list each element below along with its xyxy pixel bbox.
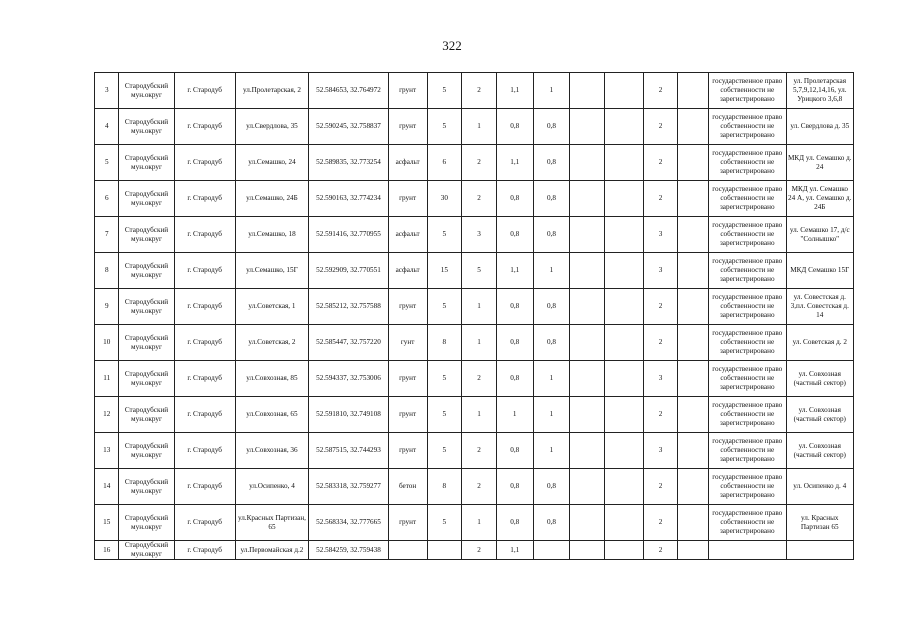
extra-cell-c bbox=[678, 109, 709, 145]
surface-cell: грунт bbox=[388, 397, 427, 433]
city-cell: г. Стародуб bbox=[174, 505, 235, 541]
other-volume-cell: 1 bbox=[533, 253, 570, 289]
notes-cell: ул. Красных Партизан 65 bbox=[786, 505, 853, 541]
extra-cell-a bbox=[570, 469, 605, 505]
district-cell: Стародубский мун.округ bbox=[119, 109, 174, 145]
ownership-cell: государственное право собственности не зарегистрировано bbox=[709, 505, 787, 541]
area-cell: 30 bbox=[427, 181, 462, 217]
frequency-cell: 3 bbox=[643, 361, 678, 397]
area-cell: 5 bbox=[427, 433, 462, 469]
other-volume-cell: 1 bbox=[533, 433, 570, 469]
notes-cell: ул. Совхозная (частный сектор) bbox=[786, 397, 853, 433]
extra-cell-c bbox=[678, 541, 709, 560]
container-count-cell: 1 bbox=[462, 325, 497, 361]
page-number: 322 bbox=[442, 38, 462, 53]
district-cell: Стародубский мун.округ bbox=[119, 253, 174, 289]
extra-cell-a bbox=[570, 253, 605, 289]
surface-cell: асфальт bbox=[388, 253, 427, 289]
surface-cell bbox=[388, 541, 427, 560]
extra-cell-a bbox=[570, 433, 605, 469]
table-row bbox=[95, 73, 854, 109]
row-number: 16 bbox=[95, 541, 119, 560]
ownership-cell: государственное право собственности не зарегистрировано bbox=[709, 289, 787, 325]
extra-cell-c bbox=[678, 469, 709, 505]
coordinates-cell: 52.590245, 32.758837 bbox=[309, 109, 389, 145]
container-volume-cell: 0,8 bbox=[496, 325, 533, 361]
surface-cell: грунт bbox=[388, 361, 427, 397]
table-row bbox=[95, 361, 854, 397]
table-row bbox=[95, 289, 854, 325]
extra-cell-c bbox=[678, 181, 709, 217]
container-volume-cell: 0,8 bbox=[496, 217, 533, 253]
district-cell: Стародубский мун.округ bbox=[119, 541, 174, 560]
container-volume-cell: 0,8 bbox=[496, 289, 533, 325]
row-number: 5 bbox=[95, 145, 119, 181]
notes-cell: ул. Советская д. 2 bbox=[786, 325, 853, 361]
address-cell: ул.Советская, 2 bbox=[235, 325, 308, 361]
extra-cell-c bbox=[678, 73, 709, 109]
city-cell: г. Стародуб bbox=[174, 109, 235, 145]
container-volume-cell: 1,1 bbox=[496, 253, 533, 289]
coordinates-cell: 52.583318, 32.759277 bbox=[309, 469, 389, 505]
frequency-cell: 2 bbox=[643, 73, 678, 109]
extra-cell-b bbox=[604, 181, 643, 217]
surface-cell: гунт bbox=[388, 325, 427, 361]
coordinates-cell: 52.589835, 32.773254 bbox=[309, 145, 389, 181]
table-row bbox=[95, 217, 854, 253]
row-number: 12 bbox=[95, 397, 119, 433]
container-volume-cell: 0,8 bbox=[496, 361, 533, 397]
ownership-cell: государственное право собственности не зарегистрировано bbox=[709, 109, 787, 145]
address-cell: ул.Совхозная, 65 bbox=[235, 397, 308, 433]
surface-cell: грунт bbox=[388, 181, 427, 217]
surface-cell: грунт bbox=[388, 289, 427, 325]
container-count-cell: 2 bbox=[462, 73, 497, 109]
extra-cell-b bbox=[604, 325, 643, 361]
area-cell: 5 bbox=[427, 73, 462, 109]
container-volume-cell: 0,8 bbox=[496, 505, 533, 541]
ownership-cell: государственное право собственности не зарегистрировано bbox=[709, 361, 787, 397]
address-cell: ул.Пролетарская, 2 bbox=[235, 73, 308, 109]
city-cell: г. Стародуб bbox=[174, 433, 235, 469]
address-cell: ул.Совхозная, 85 bbox=[235, 361, 308, 397]
frequency-cell: 2 bbox=[643, 109, 678, 145]
coordinates-cell: 52.587515, 32.744293 bbox=[309, 433, 389, 469]
extra-cell-b bbox=[604, 109, 643, 145]
extra-cell-c bbox=[678, 253, 709, 289]
city-cell: г. Стародуб bbox=[174, 541, 235, 560]
frequency-cell: 3 bbox=[643, 217, 678, 253]
other-volume-cell: 0,8 bbox=[533, 505, 570, 541]
extra-cell-a bbox=[570, 541, 605, 560]
container-volume-cell: 0,8 bbox=[496, 469, 533, 505]
area-cell: 5 bbox=[427, 505, 462, 541]
extra-cell-c bbox=[678, 361, 709, 397]
city-cell: г. Стародуб bbox=[174, 325, 235, 361]
other-volume-cell: 0,8 bbox=[533, 145, 570, 181]
container-volume-cell: 1 bbox=[496, 397, 533, 433]
container-volume-cell: 0,8 bbox=[496, 433, 533, 469]
ownership-cell bbox=[709, 541, 787, 560]
other-volume-cell: 1 bbox=[533, 397, 570, 433]
row-number: 6 bbox=[95, 181, 119, 217]
other-volume-cell: 0,8 bbox=[533, 289, 570, 325]
extra-cell-b bbox=[604, 433, 643, 469]
district-cell: Стародубский мун.округ bbox=[119, 469, 174, 505]
other-volume-cell: 0,8 bbox=[533, 109, 570, 145]
extra-cell-b bbox=[604, 253, 643, 289]
area-cell bbox=[427, 541, 462, 560]
coordinates-cell: 52.590163, 32.774234 bbox=[309, 181, 389, 217]
extra-cell-b bbox=[604, 505, 643, 541]
extra-cell-a bbox=[570, 181, 605, 217]
city-cell: г. Стародуб bbox=[174, 145, 235, 181]
extra-cell-b bbox=[604, 73, 643, 109]
city-cell: г. Стародуб bbox=[174, 469, 235, 505]
extra-cell-c bbox=[678, 325, 709, 361]
district-cell: Стародубский мун.округ bbox=[119, 289, 174, 325]
row-number: 11 bbox=[95, 361, 119, 397]
address-cell: ул.Осипенко, 4 bbox=[235, 469, 308, 505]
ownership-cell: государственное право собственности не зарегистрировано bbox=[709, 145, 787, 181]
other-volume-cell bbox=[533, 541, 570, 560]
container-volume-cell: 1,1 bbox=[496, 145, 533, 181]
district-cell: Стародубский мун.округ bbox=[119, 217, 174, 253]
city-cell: г. Стародуб bbox=[174, 253, 235, 289]
address-cell: ул.Советская, 1 bbox=[235, 289, 308, 325]
container-count-cell: 1 bbox=[462, 109, 497, 145]
notes-cell: МКД ул. Семашко 24 А, ул. Семашко д. 24Б bbox=[786, 181, 853, 217]
area-cell: 5 bbox=[427, 289, 462, 325]
row-number: 15 bbox=[95, 505, 119, 541]
address-cell: ул.Красных Партизан, 65 bbox=[235, 505, 308, 541]
notes-cell: ул. Свердлова д. 35 bbox=[786, 109, 853, 145]
row-number: 10 bbox=[95, 325, 119, 361]
district-cell: Стародубский мун.округ bbox=[119, 433, 174, 469]
address-cell: ул.Семашко, 24Б bbox=[235, 181, 308, 217]
container-volume-cell: 0,8 bbox=[496, 181, 533, 217]
ownership-cell: государственное право собственности не зарегистрировано bbox=[709, 325, 787, 361]
frequency-cell: 2 bbox=[643, 289, 678, 325]
table-row bbox=[95, 109, 854, 145]
city-cell: г. Стародуб bbox=[174, 289, 235, 325]
extra-cell-b bbox=[604, 145, 643, 181]
extra-cell-a bbox=[570, 145, 605, 181]
container-count-cell: 2 bbox=[462, 433, 497, 469]
ownership-cell: государственное право собственности не зарегистрировано bbox=[709, 397, 787, 433]
table-row bbox=[95, 505, 854, 541]
row-number: 3 bbox=[95, 73, 119, 109]
address-cell: ул.Семашко, 15Г bbox=[235, 253, 308, 289]
container-count-cell: 3 bbox=[462, 217, 497, 253]
table-row bbox=[95, 181, 854, 217]
frequency-cell: 2 bbox=[643, 145, 678, 181]
coordinates-cell: 52.584653, 32.764972 bbox=[309, 73, 389, 109]
notes-cell: МКД ул. Семашко д. 24 bbox=[786, 145, 853, 181]
notes-cell: ул. Семашко 17, д/с "Солнышко" bbox=[786, 217, 853, 253]
notes-cell: ул. Пролетарская 5,7,9,12,14,16, ул. Урицкого 3,6,8 bbox=[786, 73, 853, 109]
district-cell: Стародубский мун.округ bbox=[119, 73, 174, 109]
extra-cell-a bbox=[570, 289, 605, 325]
surface-cell: грунт bbox=[388, 109, 427, 145]
container-volume-cell: 0,8 bbox=[496, 109, 533, 145]
area-cell: 8 bbox=[427, 469, 462, 505]
area-cell: 6 bbox=[427, 145, 462, 181]
area-cell: 5 bbox=[427, 361, 462, 397]
container-count-cell: 2 bbox=[462, 361, 497, 397]
other-volume-cell: 0,8 bbox=[533, 217, 570, 253]
row-number: 9 bbox=[95, 289, 119, 325]
frequency-cell: 2 bbox=[643, 181, 678, 217]
registry-table bbox=[94, 72, 854, 560]
row-number: 13 bbox=[95, 433, 119, 469]
notes-cell: МКД Семашко 15Г bbox=[786, 253, 853, 289]
table-row bbox=[95, 433, 854, 469]
extra-cell-c bbox=[678, 433, 709, 469]
row-number: 8 bbox=[95, 253, 119, 289]
container-volume-cell: 1,1 bbox=[496, 541, 533, 560]
row-number: 14 bbox=[95, 469, 119, 505]
ownership-cell: государственное право собственности не зарегистрировано bbox=[709, 433, 787, 469]
surface-cell: грунт bbox=[388, 433, 427, 469]
area-cell: 5 bbox=[427, 109, 462, 145]
table-row bbox=[95, 325, 854, 361]
extra-cell-a bbox=[570, 505, 605, 541]
district-cell: Стародубский мун.округ bbox=[119, 397, 174, 433]
notes-cell: ул. Совхозная (частный сектор) bbox=[786, 433, 853, 469]
coordinates-cell: 52.568334, 32.777665 bbox=[309, 505, 389, 541]
coordinates-cell: 52.591416, 32.770955 bbox=[309, 217, 389, 253]
frequency-cell: 3 bbox=[643, 253, 678, 289]
address-cell: ул.Семашко, 18 bbox=[235, 217, 308, 253]
ownership-cell: государственное право собственности не зарегистрировано bbox=[709, 73, 787, 109]
coordinates-cell: 52.591810, 32.749108 bbox=[309, 397, 389, 433]
address-cell: ул.Совхозная, 36 bbox=[235, 433, 308, 469]
city-cell: г. Стародуб bbox=[174, 181, 235, 217]
ownership-cell: государственное право собственности не зарегистрировано bbox=[709, 181, 787, 217]
extra-cell-c bbox=[678, 217, 709, 253]
extra-cell-b bbox=[604, 469, 643, 505]
container-count-cell: 1 bbox=[462, 289, 497, 325]
extra-cell-b bbox=[604, 289, 643, 325]
area-cell: 15 bbox=[427, 253, 462, 289]
row-number: 4 bbox=[95, 109, 119, 145]
frequency-cell: 2 bbox=[643, 541, 678, 560]
extra-cell-c bbox=[678, 505, 709, 541]
table-row bbox=[95, 145, 854, 181]
district-cell: Стародубский мун.округ bbox=[119, 145, 174, 181]
extra-cell-a bbox=[570, 361, 605, 397]
frequency-cell: 2 bbox=[643, 397, 678, 433]
extra-cell-a bbox=[570, 109, 605, 145]
coordinates-cell: 52.585447, 32.757220 bbox=[309, 325, 389, 361]
area-cell: 8 bbox=[427, 325, 462, 361]
container-count-cell: 2 bbox=[462, 145, 497, 181]
extra-cell-a bbox=[570, 217, 605, 253]
frequency-cell: 3 bbox=[643, 433, 678, 469]
district-cell: Стародубский мун.округ bbox=[119, 361, 174, 397]
table-row bbox=[95, 397, 854, 433]
city-cell: г. Стародуб bbox=[174, 217, 235, 253]
extra-cell-a bbox=[570, 73, 605, 109]
container-count-cell: 2 bbox=[462, 541, 497, 560]
notes-cell: ул. Совестская д. 3,пл. Совестская д. 14 bbox=[786, 289, 853, 325]
district-cell: Стародубский мун.округ bbox=[119, 505, 174, 541]
other-volume-cell: 0,8 bbox=[533, 325, 570, 361]
area-cell: 5 bbox=[427, 217, 462, 253]
extra-cell-c bbox=[678, 145, 709, 181]
extra-cell-b bbox=[604, 397, 643, 433]
city-cell: г. Стародуб bbox=[174, 73, 235, 109]
extra-cell-b bbox=[604, 541, 643, 560]
other-volume-cell: 1 bbox=[533, 361, 570, 397]
other-volume-cell: 0,8 bbox=[533, 181, 570, 217]
extra-cell-b bbox=[604, 217, 643, 253]
extra-cell-a bbox=[570, 397, 605, 433]
surface-cell: асфальт bbox=[388, 217, 427, 253]
surface-cell: грунт bbox=[388, 505, 427, 541]
coordinates-cell: 52.594337, 32.753006 bbox=[309, 361, 389, 397]
frequency-cell: 2 bbox=[643, 325, 678, 361]
other-volume-cell: 1 bbox=[533, 73, 570, 109]
row-number: 7 bbox=[95, 217, 119, 253]
table-row bbox=[95, 253, 854, 289]
extra-cell-c bbox=[678, 289, 709, 325]
container-volume-cell: 1,1 bbox=[496, 73, 533, 109]
coordinates-cell: 52.584259, 32.759438 bbox=[309, 541, 389, 560]
coordinates-cell: 52.592909, 32.770551 bbox=[309, 253, 389, 289]
address-cell: ул.Семашко, 24 bbox=[235, 145, 308, 181]
extra-cell-c bbox=[678, 397, 709, 433]
ownership-cell: государственное право собственности не зарегистрировано bbox=[709, 469, 787, 505]
area-cell: 5 bbox=[427, 397, 462, 433]
surface-cell: асфальт bbox=[388, 145, 427, 181]
container-count-cell: 2 bbox=[462, 181, 497, 217]
city-cell: г. Стародуб bbox=[174, 397, 235, 433]
address-cell: ул.Первомайская д.2 bbox=[235, 541, 308, 560]
ownership-cell: государственное право собственности не зарегистрировано bbox=[709, 217, 787, 253]
city-cell: г. Стародуб bbox=[174, 361, 235, 397]
other-volume-cell: 0,8 bbox=[533, 469, 570, 505]
container-count-cell: 1 bbox=[462, 397, 497, 433]
extra-cell-a bbox=[570, 325, 605, 361]
container-count-cell: 2 bbox=[462, 469, 497, 505]
ownership-cell: государственное право собственности не зарегистрировано bbox=[709, 253, 787, 289]
container-count-cell: 1 bbox=[462, 505, 497, 541]
notes-cell: ул. Совхозная (частный сектор) bbox=[786, 361, 853, 397]
frequency-cell: 2 bbox=[643, 505, 678, 541]
container-count-cell: 5 bbox=[462, 253, 497, 289]
frequency-cell: 2 bbox=[643, 469, 678, 505]
notes-cell: ул. Осипенко д. 4 bbox=[786, 469, 853, 505]
district-cell: Стародубский мун.округ bbox=[119, 325, 174, 361]
surface-cell: бетон bbox=[388, 469, 427, 505]
surface-cell: грунт bbox=[388, 73, 427, 109]
table-row bbox=[95, 469, 854, 505]
coordinates-cell: 52.585212, 32.757588 bbox=[309, 289, 389, 325]
table-row bbox=[95, 541, 854, 560]
address-cell: ул.Свердлова, 35 bbox=[235, 109, 308, 145]
notes-cell bbox=[786, 541, 853, 560]
district-cell: Стародубский мун.округ bbox=[119, 181, 174, 217]
extra-cell-b bbox=[604, 361, 643, 397]
